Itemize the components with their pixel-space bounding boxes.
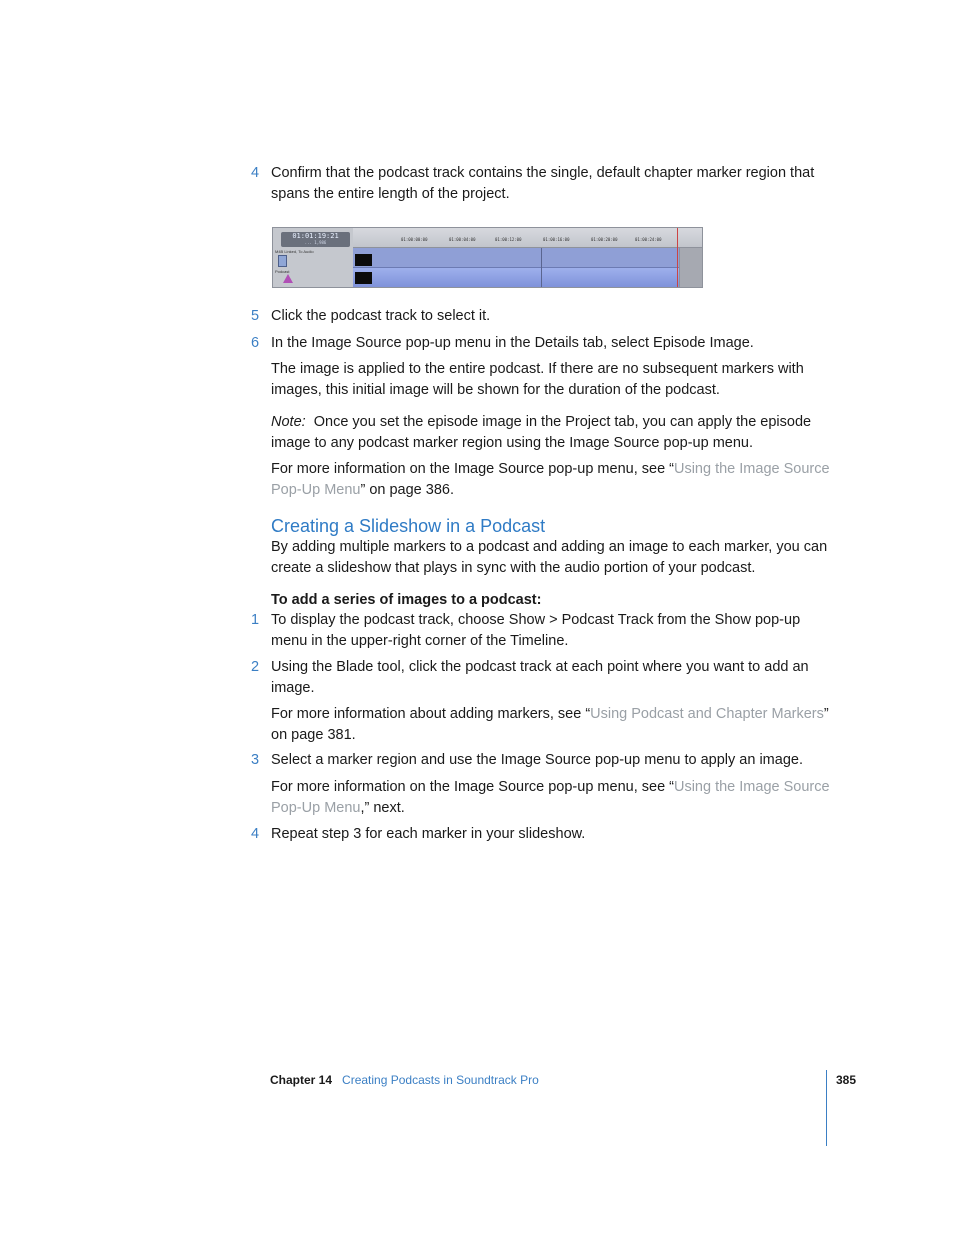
timeline-right-edge [679,248,702,287]
cross-reference-link[interactable]: Using the Image Source Pop-Up Menu [271,461,830,498]
region-thumbnail [355,254,372,266]
timecode-display: 01:01:19:21 ... 1,986 [281,232,350,247]
ruler-tick: 01:00:20:00 [591,237,618,242]
section-heading: Creating a Slideshow in a Podcast [271,516,546,536]
podcast-thumbnail [355,272,372,284]
cross-reference-link[interactable]: Using the Image Source Pop-Up Menu [271,779,830,816]
more-info-paragraph: For more information about adding markers, see “Using Podcast and Chapter Markers” on page 381. [271,706,829,743]
audio-track-icon [278,255,287,267]
footer-chapter [270,1071,539,1089]
note-paragraph [271,412,831,453]
ruler-tick: 01:00:04:00 [449,237,476,242]
ruler-tick: 01:00:12:00 [495,237,522,242]
track-header-panel [273,228,354,287]
more-info-paragraph: For more information on the Image Source pop-up menu, see “Using the Image Source Pop-Up Menu,” next. [271,779,830,816]
note-text: Once you set the episode image in the Project tab, you can apply the episode image to any podcast marker region using the Image Source pop-up menu. [271,414,812,451]
timeline-screenshot [272,227,703,288]
body-paragraph: The image is applied to the entire podcast. If there are no subsequent markers with images, this initial image will be shown for the duration of the podcast. [271,361,804,398]
step-text: Select a marker region and use the Image Source pop-up menu to apply an image. [271,752,803,768]
ruler-tick: 01:00:24:00 [635,237,662,242]
footer-divider [826,1070,827,1146]
page-number: 385 [836,1073,857,1087]
step-number: 3 [251,752,260,768]
track1-label: M4B Linked, To Audio [275,249,314,254]
task-title: To add a series of images to a podcast: [271,592,542,608]
region-divider [541,248,542,287]
step-text: Using the Blade tool, click the podcast track at each point where you want to add an image. [271,659,809,696]
playhead[interactable] [677,228,678,287]
step-text: To display the podcast track, choose Show > Podcast Track from the Show pop-up menu in the upper-right corner of the Timeline. [271,612,801,649]
note-label: Note: [271,414,306,430]
step-number: 4 [251,165,260,181]
podcast-track-icon [283,274,293,283]
chapter-title: Creating Podcasts in Soundtrack Pro [342,1073,539,1087]
step-number: 2 [251,659,260,675]
step-number: 5 [251,308,260,324]
step-number: 6 [251,335,260,351]
timeline-ruler [353,228,702,248]
track2-label: Podcast [275,269,290,274]
step-number: 4 [251,826,260,842]
step-text: Confirm that the podcast track contains the single, default chapter marker region that spans the entire length of the project. [271,165,815,202]
step-text: Click the podcast track to select it. [271,308,491,324]
audio-track-region[interactable] [353,248,680,268]
step-text: In the Image Source pop-up menu in the Details tab, select Episode Image. [271,335,754,351]
podcast-track-region[interactable] [353,268,680,287]
chapter-label: Chapter 14 [270,1073,333,1087]
ruler-tick: 01:00:16:00 [543,237,570,242]
step-text: Repeat step 3 for each marker in your slideshow. [271,826,586,842]
step-number: 1 [251,612,260,628]
ruler-tick: 01:00:00:00 [401,237,428,242]
more-info-paragraph: For more information on the Image Source pop-up menu, see “Using the Image Source Pop-Up Menu” on page 386. [271,461,830,498]
cross-reference-link[interactable]: Using Podcast and Chapter Markers [590,706,824,722]
section-intro: By adding multiple markers to a podcast and adding an image to each marker, you can create a slideshow that plays in sync with the audio portion of your podcast. [271,539,828,576]
